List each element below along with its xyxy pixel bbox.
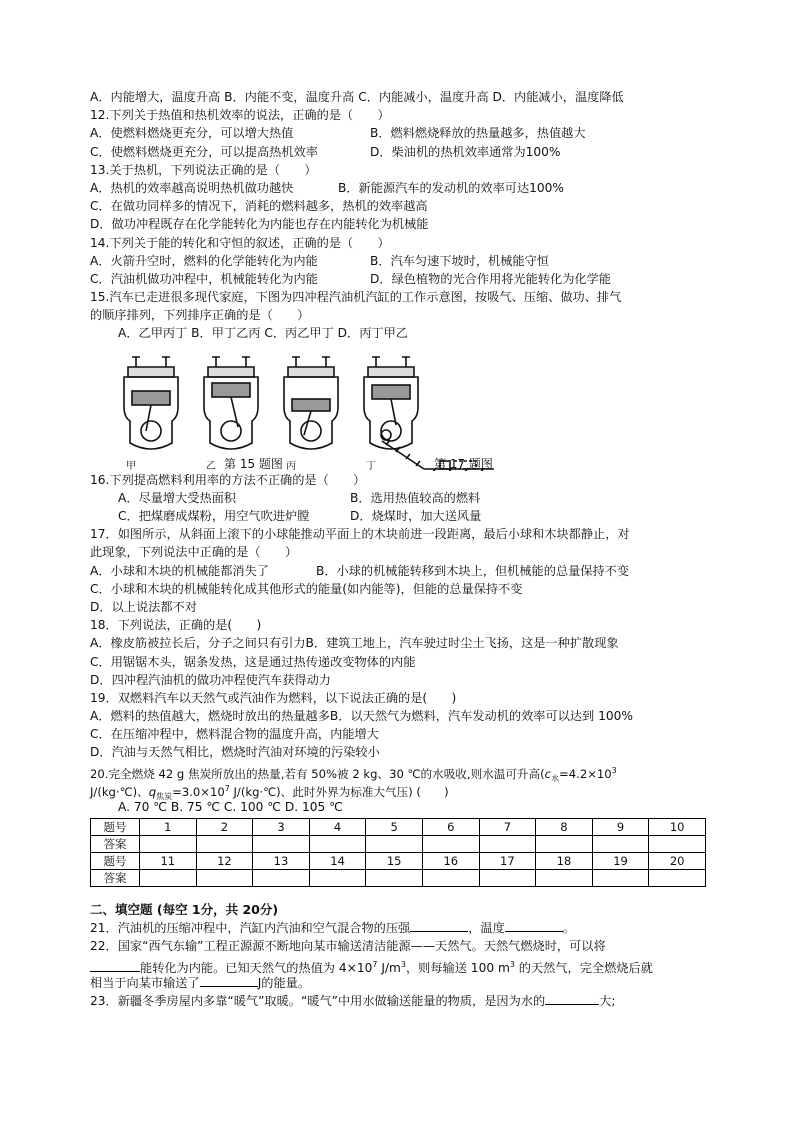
answer-cell[interactable]	[253, 870, 310, 887]
option-d: D．柴油机的热机效率通常为100%	[370, 144, 561, 159]
answer-cell[interactable]	[649, 870, 706, 887]
q-subscript: 焦炭	[156, 791, 173, 801]
exponent: 3	[400, 959, 406, 969]
option-a: A．内能增大，温度升高	[90, 90, 221, 104]
q21	[90, 919, 710, 937]
table-row	[91, 870, 706, 887]
question-number: 14	[309, 853, 366, 870]
q-value: =3.0×10	[172, 784, 225, 799]
question-number: 17	[479, 853, 536, 870]
answer-cell[interactable]	[366, 836, 423, 853]
answer-cell[interactable]	[536, 870, 593, 887]
q17-options-ab	[90, 562, 710, 580]
option-c: C．汽油机做功冲程中，机械能转化为内能	[90, 271, 318, 286]
cylinder-bing	[284, 357, 338, 449]
q22-text: 相当于向某市输送了	[90, 975, 200, 990]
question-number: 10	[649, 819, 706, 836]
option-c: C．丙乙甲丁	[264, 326, 334, 341]
q18-option-c: C．用锯锯木头，锯条发热，这是通过热传递改变物体的内能	[90, 654, 416, 669]
q19-stem: 19．双燃料汽车以天然气或汽油作为燃料，以下说法正确的是( )	[90, 690, 457, 705]
header-cell: 题号	[91, 819, 140, 836]
exam-page	[90, 88, 710, 1010]
answer-cell[interactable]	[536, 836, 593, 853]
q22-text: 能转化为内能。已知天然气的热值为 4×10	[140, 960, 373, 975]
q22-text: 的天然气，完全燃烧后就	[514, 960, 653, 975]
answer-label-cell: 答案	[91, 870, 140, 887]
q20-text: 20.完全燃烧 42 g 焦炭所放出的热量,若有 50%被 2 kg、30 ℃的水吸收,则水温可升高(	[90, 766, 545, 781]
q-symbol: q	[148, 784, 157, 799]
answer-cell[interactable]	[140, 836, 197, 853]
option-a: A．火箭升空时，燃料的化学能转化为内能	[90, 253, 318, 268]
answer-cell[interactable]	[422, 870, 479, 887]
label-ding: 丁	[366, 460, 376, 472]
q12-options-cd	[90, 143, 710, 161]
question-number: 9	[592, 819, 649, 836]
option-d: D. 105 ℃	[284, 800, 343, 814]
answer-cell[interactable]	[366, 870, 423, 887]
blank[interactable]	[505, 919, 563, 932]
table-row	[91, 836, 706, 853]
caption-17: 第 17 题图	[434, 456, 493, 471]
option-b: B．小球的机械能转移到木块上，但机械能的总量保持不变	[316, 563, 630, 578]
q20-options	[90, 798, 710, 816]
section-title: 二、填空题 (每空 1分，共 20分)	[90, 902, 279, 918]
q15-stem-1: 15.汽车已走进很多现代家庭，下图为四冲程汽油机汽缸的工作示意图，按吸气、压缩、做功、排气	[90, 290, 622, 305]
question-number: 18	[536, 853, 593, 870]
q-exponent: 7	[224, 783, 230, 793]
q22-line-2	[90, 956, 710, 974]
answer-cell[interactable]	[479, 836, 536, 853]
cylinder-jia	[124, 357, 178, 449]
header-cell: 题号	[91, 853, 140, 870]
option-c: C. 100 ℃	[223, 800, 281, 814]
question-number: 15	[366, 853, 423, 870]
option-a: A．尽量增大受热面积	[118, 490, 237, 505]
option-b: B．建筑工地上，汽车驶过时尘土飞扬，这是一种扩散现象	[305, 636, 619, 651]
question-number: 2	[196, 819, 253, 836]
option-a: A．乙甲丙丁	[118, 326, 188, 341]
option-d: D．丙丁甲乙	[337, 326, 408, 341]
answer-cell[interactable]	[309, 870, 366, 887]
question-number: 6	[422, 819, 479, 836]
option-a: A．使燃料燃烧更充分，可以增大热值	[90, 126, 294, 141]
question-number: 7	[479, 819, 536, 836]
answer-label-cell: 答案	[91, 836, 140, 853]
blank[interactable]	[200, 974, 258, 987]
q14-options-cd	[90, 270, 710, 288]
option-a: A．热机的效率越高说明热机做功越快	[90, 180, 294, 195]
q18-option-d: D．四冲程汽油机的做功冲程使汽车获得动力	[90, 672, 331, 687]
c-subscript: 水	[551, 773, 560, 783]
c-value: =4.2×10	[559, 766, 612, 781]
q23-text: 大;	[599, 993, 616, 1008]
exponent: 3	[509, 959, 515, 969]
option-b: B．内能不变，温度升高	[224, 90, 355, 104]
engine-cylinders-figure	[114, 345, 614, 471]
q11-options	[90, 88, 710, 106]
c-symbol: c	[544, 766, 552, 781]
answer-cell[interactable]	[140, 870, 197, 887]
option-a: A．橡皮筋被拉长后，分子之间只有引力	[90, 636, 306, 651]
q16-options-cd	[90, 507, 710, 525]
question-number: 16	[422, 853, 479, 870]
answer-cell[interactable]	[479, 870, 536, 887]
q22-line-1: 22．国家“西气东输”工程正源源不断地向某市输送清洁能源——天然气。天然气燃烧时，可以将	[90, 939, 606, 954]
q20-stem-1	[90, 762, 710, 783]
q23	[90, 992, 710, 1010]
question-number: 12	[196, 853, 253, 870]
q18-stem: 18．下列说法，正确的是( )	[90, 618, 262, 633]
table-row	[91, 853, 706, 870]
question-number: 4	[309, 819, 366, 836]
option-b: B．燃料燃烧释放的热量越多，热值越大	[370, 126, 586, 141]
q22-text: J/m	[377, 960, 401, 975]
blank[interactable]	[545, 992, 599, 1005]
q13-options-ab	[90, 179, 710, 197]
question-number: 8	[536, 819, 593, 836]
option-b: B．新能源汽车的发动机的效率可达100%	[338, 180, 565, 195]
answer-cell[interactable]	[309, 836, 366, 853]
option-a: A．燃料的热值越大，燃烧时放出的热量越多	[90, 709, 330, 724]
answer-cell[interactable]	[649, 836, 706, 853]
option-b: B．选用热值较高的燃料	[350, 490, 481, 505]
answer-cell[interactable]	[592, 870, 649, 887]
q13-stem: 13.关于热机，下列说法正确的是（ ）	[90, 162, 317, 177]
option-b: B．甲丁乙丙	[191, 326, 261, 341]
q19-option-c: C．在压缩冲程中，燃料混合物的温度升高，内能增大	[90, 727, 379, 742]
q21-text: 。	[562, 921, 575, 936]
c-exponent: 3	[611, 765, 617, 775]
label-yi: 乙	[206, 460, 216, 472]
q17-option-d: D．以上说法都不对	[90, 599, 197, 614]
q16-stem: 16.下列提高燃料利用率的方法不正确的是（ ）	[90, 472, 366, 487]
q16-options-ab	[90, 489, 710, 507]
q14-stem: 14.下列关于能的转化和守恒的叙述，正确的是（ ）	[90, 235, 390, 250]
unit: J/(kg·℃)、	[90, 784, 149, 799]
question-number: 19	[592, 853, 649, 870]
q23-text: 23．新疆冬季房屋内多靠“暖气”取暖。“暖气”中用水做输送能量的物质，是因为水的	[90, 993, 546, 1008]
q12-stem: 12.下列关于热值和热机效率的说法，正确的是（ ）	[90, 108, 390, 123]
answer-cell[interactable]	[422, 836, 479, 853]
blank[interactable]	[90, 959, 140, 972]
option-d: D．内能减小，温度降低	[492, 90, 624, 104]
q22-line-3	[90, 974, 710, 992]
q21-text: ，温度	[468, 921, 505, 936]
q20-tail: J/(kg·℃)、此时外界为标准大气压) ( )	[229, 784, 449, 799]
q13-option-d: D．做功冲程既存在化学能转化为内能也存在内能转化为机械能	[90, 217, 429, 232]
option-b: B. 75 ℃	[170, 800, 221, 814]
label-jia: 甲	[126, 460, 136, 472]
option-a: A. 70 ℃	[118, 800, 167, 814]
q13-option-c: C．在做功同样多的情况下，消耗的燃料越多，热机的效率越高	[90, 199, 428, 214]
answer-cell[interactable]	[592, 836, 649, 853]
figure-row	[90, 345, 710, 471]
question-number: 13	[253, 853, 310, 870]
answer-cell[interactable]	[253, 836, 310, 853]
q19-options-ab	[90, 707, 710, 725]
blank[interactable]	[410, 919, 468, 932]
question-number: 5	[366, 819, 423, 836]
q14-options-ab	[90, 252, 710, 270]
option-b: B．汽车匀速下坡时，机械能守恒	[370, 253, 549, 268]
q18-options-ab	[90, 634, 710, 652]
answer-cell[interactable]	[196, 836, 253, 853]
q12-options-ab	[90, 124, 710, 142]
question-number: 20	[649, 853, 706, 870]
caption-15: 第 15 题图	[224, 456, 283, 471]
question-number: 1	[140, 819, 197, 836]
q22-text: J的能量。	[257, 975, 311, 990]
question-number: 3	[253, 819, 310, 836]
q17-option-c: C．小球和木块的机械能转化成其他形式的能量(如内能等)，但能的总量保持不变	[90, 581, 523, 596]
option-c: C．内能减小，温度升高	[358, 90, 489, 104]
q20-stem-2	[90, 780, 710, 801]
question-number: 11	[140, 853, 197, 870]
answer-table	[90, 818, 706, 887]
option-c: C．使燃料燃烧更充分，可以提高热机效率	[90, 144, 318, 159]
option-c: C．把煤磨成煤粉，用空气吹进炉膛	[118, 509, 310, 523]
q15-options	[90, 324, 710, 342]
cylinder-yi	[204, 357, 258, 449]
answer-cell[interactable]	[196, 870, 253, 887]
q19-option-d: D．汽油与天然气相比，燃烧时汽油对环境的污染较小	[90, 745, 380, 760]
exponent: 7	[372, 959, 378, 969]
table-row	[91, 819, 706, 836]
q15-stem-2: 的顺序排列，下列排序正确的是（ ）	[90, 308, 310, 323]
q17-stem-2: 此现象，下列说法中正确的是（ ）	[90, 545, 298, 560]
option-d: D．烧煤时，加大送风量	[350, 509, 482, 523]
option-d: D．绿色植物的光合作用将光能转化为化学能	[370, 271, 611, 286]
label-bing: 丙	[286, 460, 296, 472]
q21-text: 21．汽油机的压缩冲程中，汽缸内汽油和空气混合物的压强	[90, 921, 411, 936]
option-a: A．小球和木块的机械能都消失了	[90, 563, 269, 578]
q17-stem-1: 17．如图所示，从斜面上滚下的小球能推动平面上的木块前进一段距离，最后小球和木块都静止，对	[90, 527, 630, 542]
option-b: B．以天然气为燃料，汽车发动机的效率可以达到 100%	[329, 709, 633, 724]
q22-text: ，则每输送 100 m	[406, 960, 510, 975]
